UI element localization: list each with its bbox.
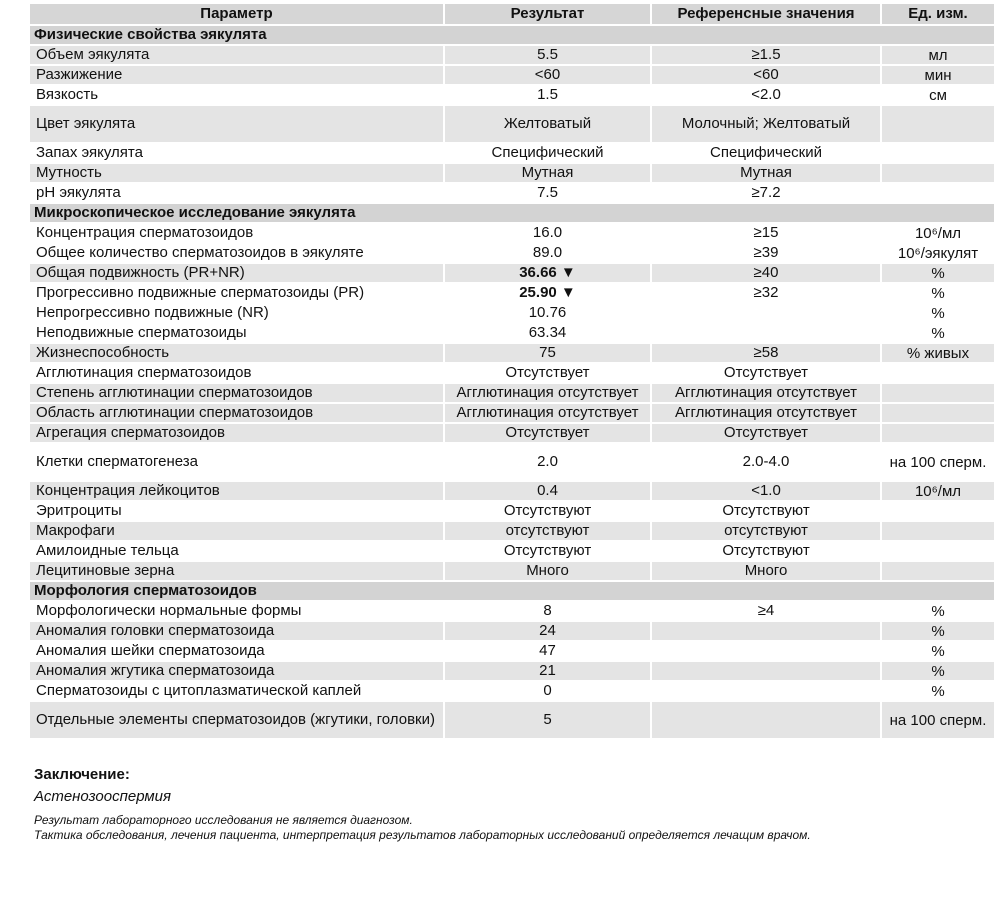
cell-reference: Молочный; Желтоватый bbox=[652, 106, 882, 142]
cell-parameter: Отдельные элементы сперматозоидов (жгутики, головки) bbox=[30, 702, 445, 738]
cell-result: 2.0 bbox=[445, 444, 652, 480]
cell-parameter: Аномалия шейки сперматозоида bbox=[30, 642, 445, 660]
cell-unit bbox=[882, 404, 994, 422]
cell-result: 63.34 bbox=[445, 324, 652, 342]
cell-reference: Отсутствуют bbox=[652, 502, 882, 520]
section-title: Морфология сперматозоидов bbox=[30, 582, 994, 600]
cell-reference: ≥39 bbox=[652, 244, 882, 262]
cell-result: Отсутствуют bbox=[445, 502, 652, 520]
cell-unit: % bbox=[882, 264, 994, 282]
cell-parameter: Разжижение bbox=[30, 66, 445, 84]
cell-reference: 2.0-4.0 bbox=[652, 444, 882, 480]
results-table bbox=[30, 2, 994, 740]
cell-unit: % bbox=[882, 662, 994, 680]
cell-result: Много bbox=[445, 562, 652, 580]
cell-result: 25.90 ▼ bbox=[445, 284, 652, 302]
cell-unit bbox=[882, 364, 994, 382]
cell-reference bbox=[652, 642, 882, 660]
table-row bbox=[30, 184, 994, 202]
table-row bbox=[30, 622, 994, 640]
cell-parameter: pH эякулята bbox=[30, 184, 445, 202]
cell-reference: ≥1.5 bbox=[652, 46, 882, 64]
cell-reference: Отсутствуют bbox=[652, 542, 882, 560]
cell-parameter: Общая подвижность (PR+NR) bbox=[30, 264, 445, 282]
table-row bbox=[30, 444, 994, 480]
cell-unit bbox=[882, 106, 994, 142]
table-row bbox=[30, 324, 994, 342]
table-row bbox=[30, 482, 994, 500]
cell-unit: мл bbox=[882, 46, 994, 64]
cell-reference: Отсутствует bbox=[652, 424, 882, 442]
cell-unit bbox=[882, 144, 994, 162]
table-row bbox=[30, 164, 994, 182]
table-row bbox=[30, 542, 994, 560]
cell-parameter: Аномалия головки сперматозоида bbox=[30, 622, 445, 640]
section-header bbox=[30, 26, 994, 44]
cell-unit: % живых bbox=[882, 344, 994, 362]
table-row bbox=[30, 66, 994, 84]
cell-reference: ≥15 bbox=[652, 224, 882, 242]
cell-unit: 10⁶/мл bbox=[882, 224, 994, 242]
cell-result: Желтоватый bbox=[445, 106, 652, 142]
cell-parameter: Амилоидные тельца bbox=[30, 542, 445, 560]
cell-unit bbox=[882, 542, 994, 560]
table-row bbox=[30, 682, 994, 700]
disclaimer-note: Тактика обследования, лечения пациента, интерпретация результатов лабораторных исследований определяется лечащим врачом. bbox=[34, 828, 811, 842]
cell-result: 21 bbox=[445, 662, 652, 680]
table-row bbox=[30, 344, 994, 362]
table-row bbox=[30, 662, 994, 680]
cell-parameter: Клетки сперматогенеза bbox=[30, 444, 445, 480]
table-row bbox=[30, 384, 994, 402]
cell-parameter: Общее количество сперматозоидов в эякуляте bbox=[30, 244, 445, 262]
cell-unit bbox=[882, 502, 994, 520]
table-row bbox=[30, 86, 994, 104]
cell-unit: 10⁶/мл bbox=[882, 482, 994, 500]
cell-unit: % bbox=[882, 602, 994, 620]
cell-reference bbox=[652, 662, 882, 680]
cell-result: Агглютинация отсутствует bbox=[445, 404, 652, 422]
cell-result: Отсутствует bbox=[445, 364, 652, 382]
cell-unit: % bbox=[882, 682, 994, 700]
cell-reference: ≥7.2 bbox=[652, 184, 882, 202]
header-unit: Ед. изм. bbox=[882, 4, 994, 24]
cell-result: 16.0 bbox=[445, 224, 652, 242]
table-row bbox=[30, 224, 994, 242]
cell-result: <60 bbox=[445, 66, 652, 84]
cell-result: Отсутствуют bbox=[445, 542, 652, 560]
cell-parameter: Объем эякулята bbox=[30, 46, 445, 64]
cell-reference: <2.0 bbox=[652, 86, 882, 104]
cell-unit: см bbox=[882, 86, 994, 104]
table-row bbox=[30, 702, 994, 738]
cell-unit: 10⁶/эякулят bbox=[882, 244, 994, 262]
header-parameter: Параметр bbox=[30, 4, 445, 24]
cell-result: отсутствуют bbox=[445, 522, 652, 540]
cell-parameter: Эритроциты bbox=[30, 502, 445, 520]
cell-result: 8 bbox=[445, 602, 652, 620]
cell-result: 7.5 bbox=[445, 184, 652, 202]
table-row bbox=[30, 304, 994, 322]
cell-parameter: Сперматозоиды с цитоплазматической каплей bbox=[30, 682, 445, 700]
cell-result: 89.0 bbox=[445, 244, 652, 262]
cell-reference: Много bbox=[652, 562, 882, 580]
section-title: Микроскопическое исследование эякулята bbox=[30, 204, 994, 222]
section-title: Физические свойства эякулята bbox=[30, 26, 994, 44]
cell-unit bbox=[882, 424, 994, 442]
cell-result: 47 bbox=[445, 642, 652, 660]
table-row bbox=[30, 284, 994, 302]
cell-result: 36.66 ▼ bbox=[445, 264, 652, 282]
cell-reference: <60 bbox=[652, 66, 882, 84]
cell-parameter: Мутность bbox=[30, 164, 445, 182]
table-row bbox=[30, 642, 994, 660]
cell-unit: % bbox=[882, 642, 994, 660]
table-row bbox=[30, 106, 994, 142]
cell-unit bbox=[882, 184, 994, 202]
cell-result: 5.5 bbox=[445, 46, 652, 64]
cell-result: Агглютинация отсутствует bbox=[445, 384, 652, 402]
table-row bbox=[30, 404, 994, 422]
cell-reference: Мутная bbox=[652, 164, 882, 182]
cell-parameter: Аномалия жгутика сперматозоида bbox=[30, 662, 445, 680]
cell-reference bbox=[652, 622, 882, 640]
cell-unit bbox=[882, 522, 994, 540]
cell-result: 10.76 bbox=[445, 304, 652, 322]
cell-result: Специфический bbox=[445, 144, 652, 162]
cell-reference bbox=[652, 304, 882, 322]
cell-unit: % bbox=[882, 304, 994, 322]
table-row bbox=[30, 264, 994, 282]
cell-unit: мин bbox=[882, 66, 994, 84]
table-header-row bbox=[30, 4, 994, 24]
cell-reference bbox=[652, 324, 882, 342]
table-row bbox=[30, 602, 994, 620]
table-row bbox=[30, 562, 994, 580]
cell-reference bbox=[652, 682, 882, 700]
cell-unit: % bbox=[882, 324, 994, 342]
table-row bbox=[30, 424, 994, 442]
cell-parameter: Морфологически нормальные формы bbox=[30, 602, 445, 620]
cell-result: 24 bbox=[445, 622, 652, 640]
cell-parameter: Жизнеспособность bbox=[30, 344, 445, 362]
header-result: Результат bbox=[445, 4, 652, 24]
table-row bbox=[30, 502, 994, 520]
cell-parameter: Прогрессивно подвижные сперматозоиды (PR) bbox=[30, 284, 445, 302]
cell-unit: % bbox=[882, 622, 994, 640]
cell-parameter: Неподвижные сперматозоиды bbox=[30, 324, 445, 342]
section-header bbox=[30, 582, 994, 600]
cell-result: 75 bbox=[445, 344, 652, 362]
cell-unit bbox=[882, 164, 994, 182]
cell-parameter: Концентрация сперматозоидов bbox=[30, 224, 445, 242]
cell-unit bbox=[882, 384, 994, 402]
conclusion-text: Астенозооспермия bbox=[34, 788, 171, 805]
cell-unit: на 100 сперм. bbox=[882, 444, 994, 480]
cell-parameter: Концентрация лейкоцитов bbox=[30, 482, 445, 500]
table-row bbox=[30, 364, 994, 382]
cell-parameter: Запах эякулята bbox=[30, 144, 445, 162]
cell-parameter: Непрогрессивно подвижные (NR) bbox=[30, 304, 445, 322]
cell-parameter: Агрегация сперматозоидов bbox=[30, 424, 445, 442]
cell-result: 1.5 bbox=[445, 86, 652, 104]
cell-parameter: Вязкость bbox=[30, 86, 445, 104]
cell-result: Мутная bbox=[445, 164, 652, 182]
cell-reference: ≥58 bbox=[652, 344, 882, 362]
cell-reference: Отсутствует bbox=[652, 364, 882, 382]
cell-reference: ≥4 bbox=[652, 602, 882, 620]
cell-result: 5 bbox=[445, 702, 652, 738]
cell-reference: ≥32 bbox=[652, 284, 882, 302]
cell-unit: на 100 сперм. bbox=[882, 702, 994, 738]
cell-reference: ≥40 bbox=[652, 264, 882, 282]
cell-reference: <1.0 bbox=[652, 482, 882, 500]
disclaimer-note: Результат лабораторного исследования не является диагнозом. bbox=[34, 813, 413, 827]
cell-parameter: Цвет эякулята bbox=[30, 106, 445, 142]
table-row bbox=[30, 522, 994, 540]
header-reference: Референсные значения bbox=[652, 4, 882, 24]
conclusion-label: Заключение: bbox=[34, 766, 130, 783]
cell-parameter: Лецитиновые зерна bbox=[30, 562, 445, 580]
table-row bbox=[30, 46, 994, 64]
cell-reference: Специфический bbox=[652, 144, 882, 162]
cell-reference bbox=[652, 702, 882, 738]
cell-parameter: Степень агглютинации сперматозоидов bbox=[30, 384, 445, 402]
cell-result: 0 bbox=[445, 682, 652, 700]
cell-unit: % bbox=[882, 284, 994, 302]
table-row bbox=[30, 144, 994, 162]
cell-reference: Агглютинация отсутствует bbox=[652, 384, 882, 402]
cell-reference: отсутствуют bbox=[652, 522, 882, 540]
cell-reference: Агглютинация отсутствует bbox=[652, 404, 882, 422]
cell-parameter: Область агглютинации сперматозоидов bbox=[30, 404, 445, 422]
cell-result: Отсутствует bbox=[445, 424, 652, 442]
cell-result: 0.4 bbox=[445, 482, 652, 500]
cell-unit bbox=[882, 562, 994, 580]
cell-parameter: Макрофаги bbox=[30, 522, 445, 540]
table-body bbox=[30, 26, 994, 738]
cell-parameter: Агглютинация сперматозоидов bbox=[30, 364, 445, 382]
section-header bbox=[30, 204, 994, 222]
table-row bbox=[30, 244, 994, 262]
